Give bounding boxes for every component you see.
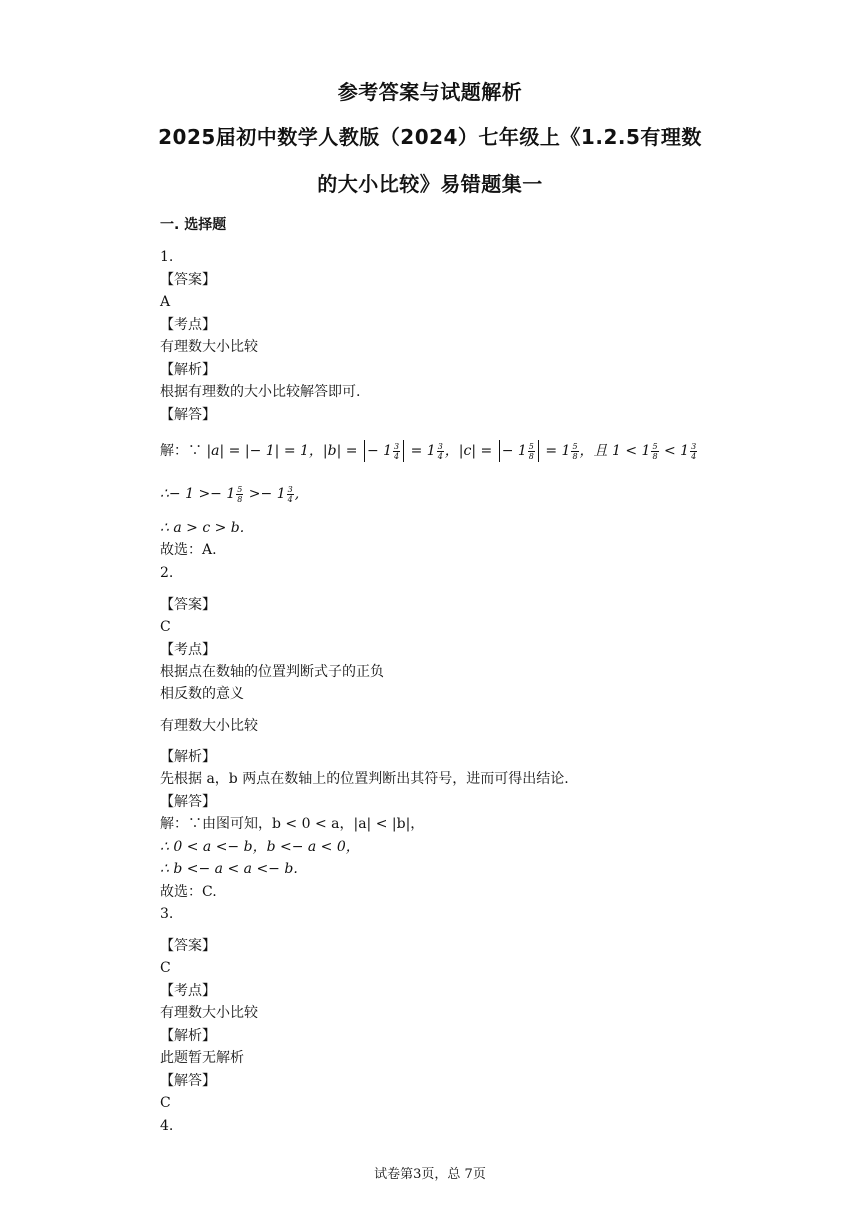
fraction-denominator: 4: [287, 494, 293, 504]
q1-point: 有理数大小比较: [160, 339, 258, 355]
q3-answer-label: 【答案】: [160, 938, 216, 954]
q1-point-label: 【考点】: [160, 317, 216, 333]
fraction-denominator: 4: [691, 451, 697, 461]
fraction: [393, 442, 400, 461]
q1-line2-b: >− 1: [244, 486, 286, 502]
fraction-denominator: 8: [572, 451, 578, 461]
q1-sol-lt: < 1: [659, 443, 690, 459]
fraction: [528, 442, 535, 461]
fraction-numerator: 3: [437, 441, 443, 451]
q2-point-3: 有理数大小比较: [160, 718, 258, 734]
q1-sol-c-inner: − 1: [501, 443, 527, 459]
fraction-denominator: 4: [437, 451, 443, 461]
abs-bar-left: [499, 440, 500, 462]
q2-solution-line-1: 解：∵由图可知，b < 0 < a，|a| < |b|，: [160, 816, 425, 832]
q1-solution-line-2: [160, 482, 299, 506]
q3-point: 有理数大小比较: [160, 1005, 258, 1021]
q1-answer-label: 【答案】: [160, 272, 216, 288]
q2-choice: 故选：C.: [160, 884, 217, 900]
q1-answer: A: [160, 294, 171, 310]
doc-title-line-3: 的大小比较》易错题集一: [317, 172, 543, 196]
q2-point-label: 【考点】: [160, 642, 216, 658]
fraction: [236, 485, 243, 504]
q1-sol-prefix: 解：∵: [160, 443, 207, 459]
q2-solution-line-2: ∴ 0 < a <− b，b <− a < 0，: [160, 839, 360, 855]
q3-number: 3.: [160, 906, 174, 922]
fraction-numerator: 5: [572, 441, 578, 451]
section-heading: 一. 选择题: [160, 217, 227, 233]
q1-solution-line-3: ∴ a > c > b.: [160, 520, 245, 536]
fraction-denominator: 4: [394, 451, 400, 461]
q2-answer: C: [160, 619, 171, 635]
fraction: [437, 442, 444, 461]
fraction: [287, 485, 294, 504]
q1-sol-a: |a| = |− 1| = 1，|b| =: [206, 443, 358, 459]
abs-bar-right: [538, 440, 539, 462]
fraction: [571, 442, 578, 461]
q1-sol-c-eq: = 1: [545, 443, 571, 459]
q3-point-label: 【考点】: [160, 983, 216, 999]
q2-solution-line-3: ∴ b <− a < a <− b.: [160, 861, 298, 877]
fraction-numerator: 3: [394, 441, 400, 451]
fraction-numerator: 3: [691, 441, 697, 451]
q2-analysis: 先根据 a，b 两点在数轴上的位置判断出其符号，进而可得出结论.: [160, 771, 569, 787]
fraction-denominator: 8: [528, 451, 534, 461]
q3-solution: C: [160, 1095, 171, 1111]
fraction-denominator: 8: [237, 494, 243, 504]
q1-solution-label: 【解答】: [160, 407, 216, 423]
q4-number: 4.: [160, 1118, 174, 1134]
fraction-numerator: 5: [237, 484, 243, 494]
fraction-numerator: 5: [652, 441, 658, 451]
q2-point-2: 相反数的意义: [160, 686, 244, 702]
q1-choice: 故选：A.: [160, 542, 217, 558]
abs-bar-left: [364, 440, 365, 462]
fraction-denominator: 8: [652, 451, 658, 461]
q2-number: 2.: [160, 565, 174, 581]
q1-sol-c: ，|c| =: [444, 443, 493, 459]
q1-sol-b-eq: = 1: [410, 443, 436, 459]
fraction-numerator: 3: [287, 484, 293, 494]
fraction: [690, 442, 697, 461]
q3-analysis: 此题暂无解析: [160, 1050, 244, 1066]
fraction: [651, 442, 658, 461]
q3-answer: C: [160, 960, 171, 976]
page-footer: 试卷第3页，总 7页: [374, 1167, 486, 1182]
q2-answer-label: 【答案】: [160, 597, 216, 613]
q2-point-1: 根据点在数轴的位置判断式子的正负: [160, 664, 384, 680]
q2-analysis-label: 【解析】: [160, 749, 216, 765]
q1-analysis: 根据有理数的大小比较解答即可.: [160, 384, 361, 400]
q2-solution-label: 【解答】: [160, 794, 216, 810]
abs-bar-right: [403, 440, 404, 462]
doc-title-line-2: 2025届初中数学人教版（2024）七年级上《1.2.5有理数: [158, 125, 702, 149]
q1-sol-b-inner: − 1: [366, 443, 393, 459]
q3-solution-label: 【解答】: [160, 1073, 216, 1089]
q1-line2-c: ,: [294, 486, 300, 502]
q1-solution-line-1: [160, 438, 698, 464]
q1-line2-a: ∴− 1 >− 1: [160, 486, 236, 502]
q1-analysis-label: 【解析】: [160, 362, 216, 378]
q3-analysis-label: 【解析】: [160, 1028, 216, 1044]
q1-number: 1.: [160, 249, 174, 265]
fraction-numerator: 5: [528, 441, 534, 451]
doc-title-line-1: 参考答案与试题解析: [337, 80, 523, 104]
q1-sol-and: ，且 1 < 1: [579, 443, 651, 459]
